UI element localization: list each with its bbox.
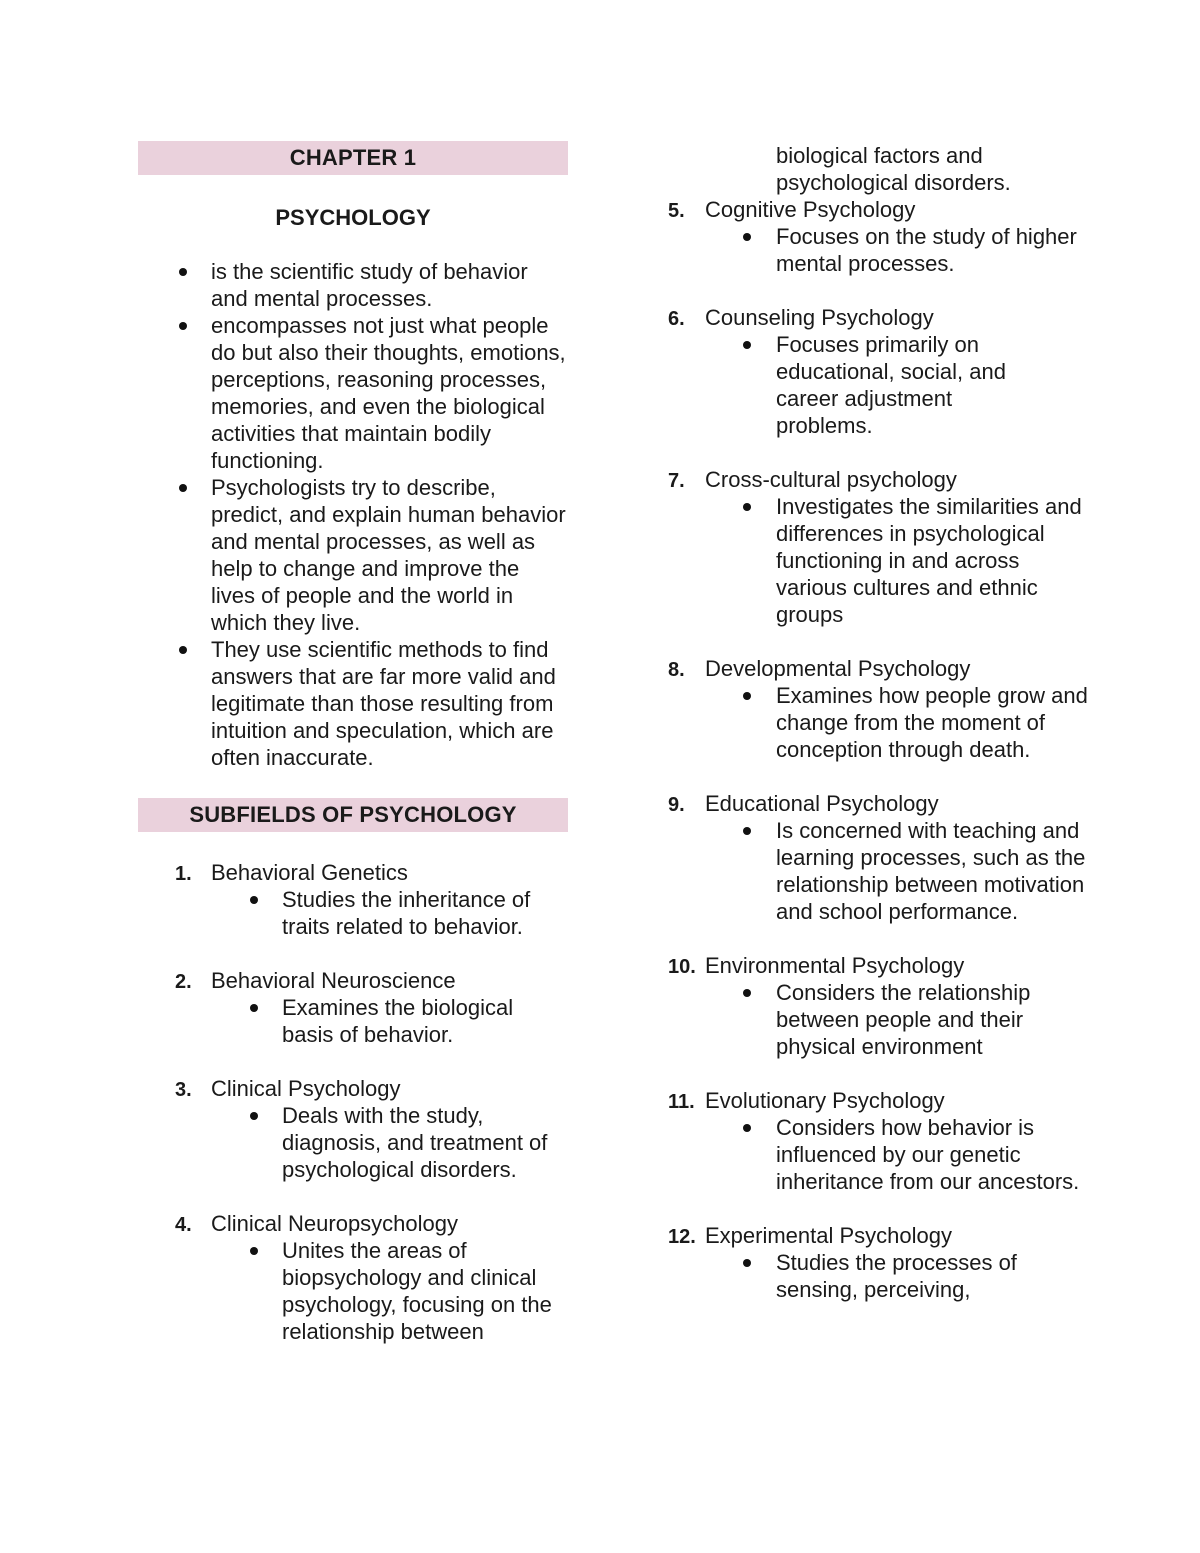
subfield-item — [138, 967, 568, 1048]
bullet-icon — [743, 989, 751, 997]
subfield-number: 6. — [668, 308, 685, 330]
subfield-item — [138, 859, 568, 940]
subfield-name: Behavioral Neuroscience — [211, 968, 456, 993]
bullet-icon — [743, 341, 751, 349]
bullet-icon — [250, 1112, 258, 1120]
bullet-icon — [743, 1259, 751, 1267]
subfield-number: 8. — [668, 659, 685, 681]
subfield-item — [668, 1087, 1088, 1195]
bullet-icon — [743, 827, 751, 835]
intro-bullet-text: They use scientific methods to find answers that are far more valid and legitimate than those resulting from intuition and speculation, which are often inaccurate. — [211, 637, 556, 770]
subfield-description: Considers how behavior is influenced by our genetic inheritance from our ancestors. — [776, 1115, 1080, 1194]
chapter-header: CHAPTER 1 — [138, 141, 568, 175]
bullet-icon — [743, 692, 751, 700]
subfield-number: 12. — [668, 1226, 696, 1248]
subfield-name: Evolutionary Psychology — [705, 1088, 945, 1113]
subfield-description: Examines how people grow and change from the moment of conception through death. — [776, 683, 1088, 762]
subfield-item — [668, 952, 1088, 1060]
intro-bullet-text: Psychologists try to describe, predict, and explain human behavior and mental processes, as well as help to change and improve the lives of people and the world in which they live. — [211, 475, 566, 635]
intro-bullet-list — [138, 258, 568, 771]
right-column — [668, 142, 1088, 1330]
subfield-description: Unites the areas of biopsychology and clinical psychology, focusing on the relationship between — [282, 1238, 552, 1344]
subfield-name: Environmental Psychology — [705, 953, 965, 978]
subfield-number: 2. — [175, 971, 192, 993]
intro-bullet — [138, 474, 568, 636]
subfield-number: 3. — [175, 1079, 192, 1101]
bullet-icon — [179, 322, 187, 330]
intro-bullet — [138, 636, 568, 771]
left-column — [138, 141, 568, 1372]
subfield-description: Deals with the study, diagnosis, and treatment of psychological disorders. — [282, 1103, 548, 1182]
subfield-number: 5. — [668, 200, 685, 222]
bullet-icon — [179, 646, 187, 654]
subfield-name: Developmental Psychology — [705, 656, 971, 681]
subfield-name: Cognitive Psychology — [705, 197, 916, 222]
bullet-icon — [250, 1247, 258, 1255]
subfield-number: 7. — [668, 470, 685, 492]
subfield-name: Clinical Neuropsychology — [211, 1211, 459, 1236]
subfield-item — [138, 1210, 568, 1345]
bullet-icon — [743, 233, 751, 241]
subfield-description: Investigates the similarities and differences in psychological functioning in and across various cultures and ethnic groups — [776, 494, 1082, 627]
subfield-description: Focuses on the study of higher mental processes. — [776, 224, 1077, 276]
continued-text: biological factors and psychological disorders. — [776, 143, 1011, 195]
subfield-item — [138, 1075, 568, 1183]
subfield-name: Cross-cultural psychology — [705, 467, 957, 492]
subfield-name: Educational Psychology — [705, 791, 939, 816]
bullet-icon — [179, 484, 187, 492]
subfield-name: Clinical Psychology — [211, 1076, 401, 1101]
bullet-icon — [179, 268, 187, 276]
intro-bullet — [138, 312, 568, 474]
subfield-number: 10. — [668, 956, 696, 978]
subfield-number: 1. — [175, 863, 192, 885]
subfield-item — [668, 655, 1088, 763]
subfield-item — [668, 304, 1088, 439]
intro-bullet-text: encompasses not just what people do but also their thoughts, emotions, perceptions, reasoning processes, memories, and even the biological activities that maintain bodily functioning. — [211, 313, 566, 473]
subfields-list-left — [138, 859, 568, 1345]
subfield-item — [668, 466, 1088, 628]
subfield-name: Counseling Psychology — [705, 305, 934, 330]
bullet-icon — [250, 896, 258, 904]
subfield-number: 9. — [668, 794, 685, 816]
subfield-name: Experimental Psychology — [705, 1223, 953, 1248]
page-title: PSYCHOLOGY — [275, 205, 431, 230]
subfield-number: 11. — [668, 1091, 695, 1113]
bullet-icon — [743, 503, 751, 511]
subfield-name: Behavioral Genetics — [211, 860, 408, 885]
subfield-description: Studies the inheritance of traits related to behavior. — [282, 887, 531, 939]
subfield-number: 4. — [175, 1214, 192, 1236]
intro-bullet-text: is the scientific study of behavior and mental processes. — [211, 259, 528, 311]
subfields-header: SUBFIELDS OF PSYCHOLOGY — [138, 798, 568, 832]
subfield-description: Is concerned with teaching and learning processes, such as the relationship between motivation and school performance. — [776, 818, 1086, 924]
subfield-item — [668, 790, 1088, 925]
subfield-description: Focuses primarily on educational, social, and career adjustment problems. — [776, 332, 1006, 438]
bullet-icon — [743, 1124, 751, 1132]
intro-bullet — [138, 258, 568, 312]
subfield-description: Considers the relationship between people and their physical environment — [776, 980, 1031, 1059]
subfield-description: Studies the processes of sensing, perceiving, — [776, 1250, 1017, 1302]
subfield-description: Examines the biological basis of behavior. — [282, 995, 514, 1047]
subfields-list-right — [668, 196, 1088, 1303]
subfield-item — [668, 196, 1088, 277]
bullet-icon — [250, 1004, 258, 1012]
subfield-item — [668, 1222, 1088, 1303]
